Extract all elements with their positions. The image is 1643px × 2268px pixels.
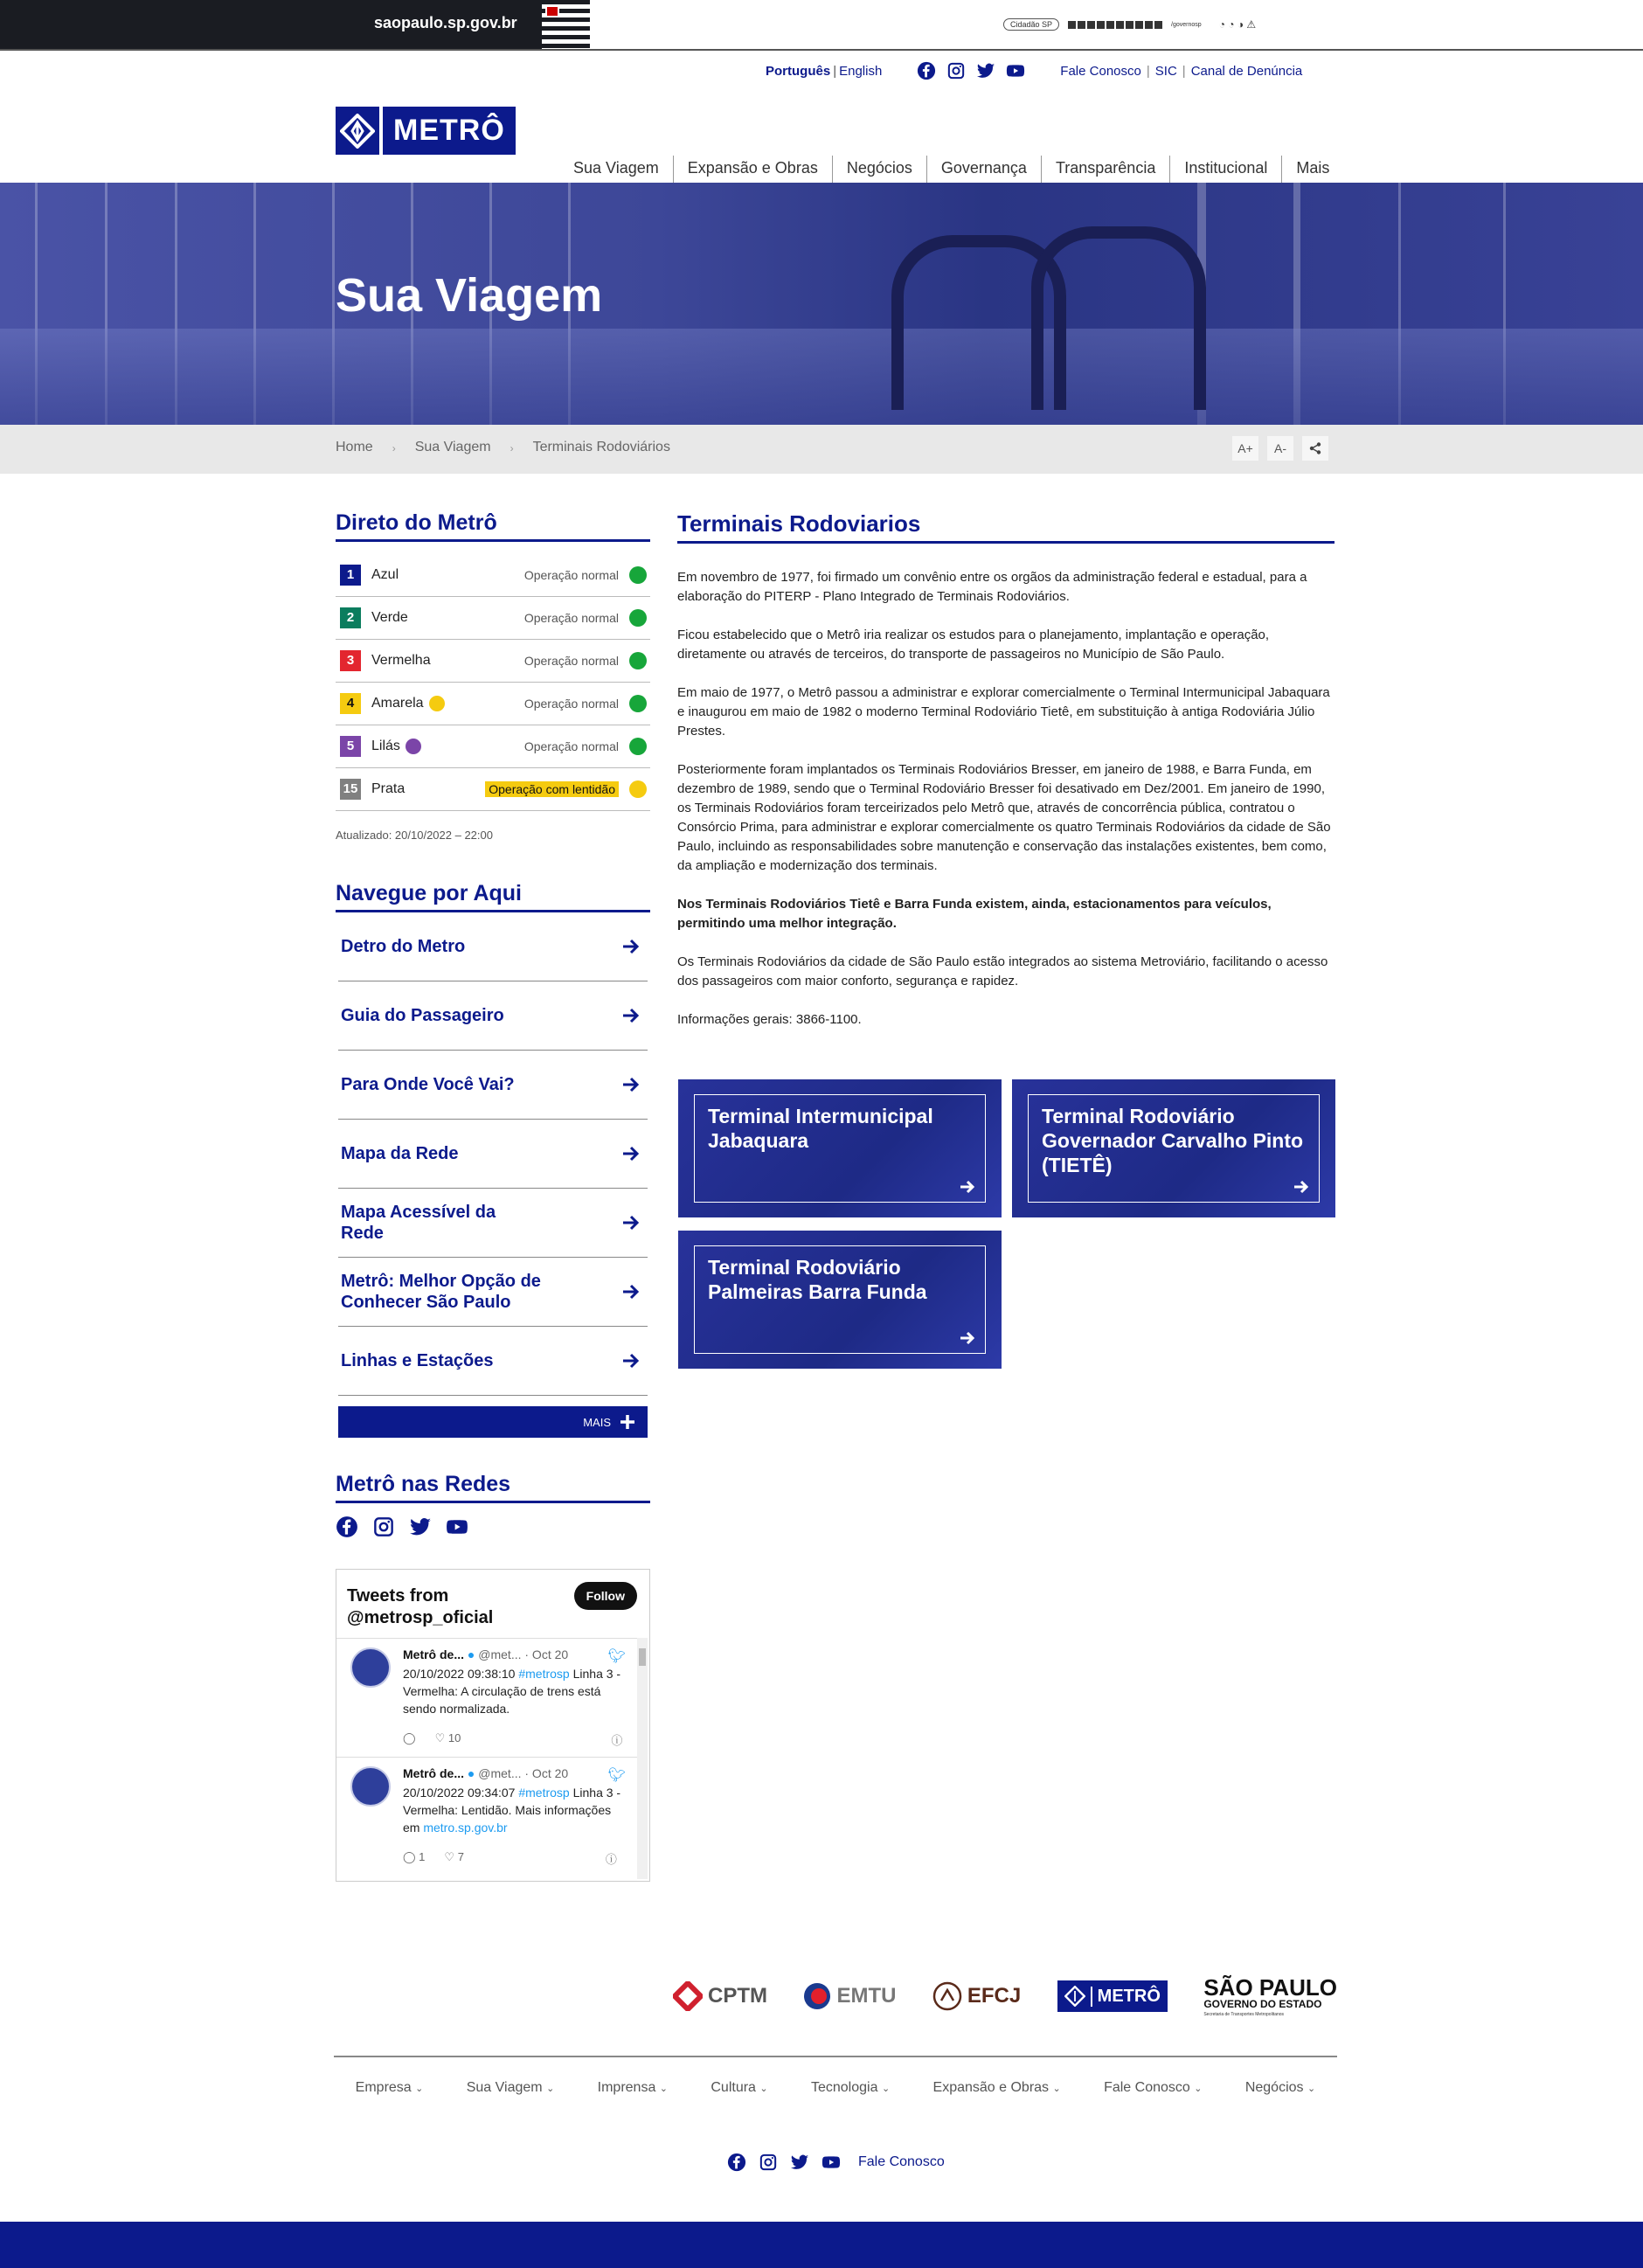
info-icon[interactable]: ⓘ [605, 1853, 617, 1866]
line-name: Azul [371, 567, 399, 582]
like-icon[interactable]: ♡ 10 [434, 1731, 461, 1744]
breadcrumb-current: Terminais Rodoviários [532, 440, 670, 454]
chevron-down-icon: ⌄ [415, 2084, 424, 2094]
card-terminal-jabaquara[interactable] [678, 1079, 1002, 1217]
line-status-text: Operação normal [523, 739, 619, 753]
twitter-icon[interactable] [409, 1515, 432, 1538]
facebook-icon[interactable] [336, 1515, 358, 1538]
arrow-right-icon [960, 1179, 975, 1195]
line-name: Vermelha [371, 653, 431, 668]
paragraph: Posteriormente foram implantados os Terminais Rodoviários Bresser, em janeiro de 1988, e Barra Funda, em dezembro de 1989, sendo que o Terminal Rodoviário Bresser foi desativado em Dez/2001. Em janeiro de 1990, os Terminais Rodoviários foram terceirizados pelo Metrô que, através de concorrência pública, contratou o Consórcio Prima, para administrar e explorar comercialmente os quatro Terminais Rodoviários da cidade de São Paulo, incluindo as responsabilidades sobre manutenção e conservação das instalações existentes, bem como, da ampliação e modernização dos terminais. [677, 762, 1331, 873]
footer-menu-item[interactable]: Tecnologia ⌄ [810, 2080, 891, 2095]
line-status-list [336, 554, 650, 811]
navegue-item-label: Mapa Acessível da Rede [341, 1203, 496, 1243]
line-info-icon[interactable] [429, 696, 445, 711]
info-icon[interactable]: ⓘ [611, 1734, 623, 1747]
line-name: Prata [371, 781, 406, 796]
paragraph: Os Terminais Rodoviários da cidade de São Paulo estão integrados ao sistema Metroviário, facilitando o acesso dos passageiros com maior conforto, segurança e rapidez. [677, 954, 1328, 988]
line-status-row[interactable] [336, 768, 650, 811]
breadcrumb-sua-viagem[interactable]: Sua Viagem [414, 440, 491, 454]
line-number-badge: 15 [340, 779, 361, 800]
status-dot [629, 695, 647, 712]
share-icon[interactable] [1302, 436, 1328, 461]
nav-mais[interactable]: Mais [1281, 156, 1343, 184]
plus-icon [620, 1414, 635, 1430]
follow-button[interactable]: Follow [574, 1582, 637, 1610]
footer-divider [334, 2056, 1337, 2057]
navegue-item-label: Detro do Metro [341, 937, 466, 956]
avatar [350, 1766, 391, 1807]
updated-timestamp: Atualizado: 20/10/2022 – 22:00 [336, 829, 493, 842]
metro-diamond-icon [336, 107, 383, 155]
tweets-header: Tweets from @metrosp_oficial [347, 1586, 494, 1627]
arrow-right-icon [960, 1330, 975, 1346]
cidadao-sp-button[interactable]: Cidadão SP [1003, 18, 1059, 31]
efcj-icon [932, 1981, 962, 2011]
youtube-icon[interactable] [446, 1515, 468, 1538]
nav-expansao-obras[interactable]: Expansão e Obras [673, 156, 832, 184]
arrow-right-icon [621, 937, 641, 956]
status-dot [629, 609, 647, 627]
mais-button[interactable] [338, 1406, 648, 1438]
metro-diamond-icon [1064, 1986, 1085, 2007]
footer-menu-item[interactable]: Expansão e Obras ⌄ [932, 2080, 1061, 2095]
chevron-down-icon: ⌄ [881, 2084, 891, 2094]
navegue-item-label: Metrô: Melhor Opção de Conhecer São Paulo [341, 1272, 541, 1312]
instagram-icon[interactable] [372, 1515, 395, 1538]
navegue-item[interactable] [338, 1258, 648, 1327]
direto-title: Direto do Metrô [336, 510, 650, 542]
tweet-meta: Metrô de... ● @met... · Oct 20 [403, 1647, 569, 1661]
line-status-row[interactable] [336, 554, 650, 597]
instagram-icon[interactable] [946, 61, 966, 80]
line-name: Verde [371, 610, 408, 625]
navegue-list [336, 912, 650, 1396]
line-status-row[interactable] [336, 725, 650, 768]
emtu-logo[interactable]: EMTU [803, 1982, 896, 2010]
chevron-down-icon: ⌄ [1052, 2084, 1061, 2094]
bottom-bar [0, 2222, 1643, 2268]
link-fale-conosco[interactable]: Fale Conosco [1060, 63, 1141, 79]
main-nav [559, 156, 1343, 184]
arrow-right-icon [621, 1282, 641, 1301]
footer-menu-item[interactable]: Empresa ⌄ [355, 2080, 424, 2095]
page-tools [1232, 436, 1328, 461]
navegue-item-label: Para Onde Você Vai? [341, 1075, 515, 1094]
paragraph: Em maio de 1977, o Metrô passou a administrar e explorar comercialmente o Terminal Intermunicipal Jabaquara e inaugurou em maio de 1982 o moderno Terminal Rodoviário Tietê, em substituição à antiga Rodoviária Júlio Prestes. [677, 685, 1330, 739]
link-canal-denuncia[interactable]: Canal de Denúncia [1190, 63, 1303, 79]
navegue-item[interactable] [338, 912, 648, 981]
breadcrumb-sep: › [392, 442, 396, 454]
metro-logo[interactable] [336, 107, 516, 155]
nav-institucional[interactable]: Institucional [1169, 156, 1281, 184]
paragraph-bold: Nos Terminais Rodoviários Tietê e Barra Funda existem, ainda, estacionamentos para veículos, permitindo uma melhor integração. [677, 897, 1272, 931]
gov-social-icons[interactable] [1068, 21, 1162, 29]
arrow-right-icon [621, 1351, 641, 1370]
cptm-icon [673, 1981, 703, 2011]
navegue-item[interactable] [338, 1051, 648, 1120]
chevron-down-icon: ⌄ [546, 2084, 555, 2094]
divider: | [1182, 63, 1186, 79]
navegue-item-label: Guia do Passageiro [341, 1006, 504, 1025]
navegue-item-label: Linhas e Estações [341, 1351, 494, 1370]
facebook-icon[interactable] [727, 2153, 746, 2172]
emtu-icon [803, 1982, 831, 2010]
font-increase-button[interactable]: A+ [1232, 436, 1258, 461]
twitter-bird-icon: 🐦︎ [607, 1768, 626, 1783]
redes-social-icons [336, 1515, 650, 1538]
line-number-badge: 4 [340, 693, 361, 714]
chevron-down-icon: ⌄ [759, 2084, 768, 2094]
tweet-body: 20/10/2022 09:34:07 #metrosp Linha 3 - Vermelha: Lentidão. Mais informações em metro.sp.gov.br [403, 1786, 621, 1835]
gov-bar-right [1003, 18, 1256, 31]
tweet-meta: Metrô de... ● @met... · Oct 20 [403, 1766, 569, 1780]
arrow-right-icon [1293, 1179, 1309, 1195]
line-status-text: Operação normal [523, 654, 619, 668]
tweet-body: 20/10/2022 09:38:10 #metrosp Linha 3 - Vermelha: A circulação de trens está sendo normalizada. [403, 1667, 621, 1716]
breadcrumb-sep: › [510, 442, 514, 454]
tweet-actions [403, 1850, 617, 1867]
font-decrease-button[interactable]: A- [1267, 436, 1293, 461]
status-dot [629, 566, 647, 584]
sp-flag-icon [542, 0, 590, 49]
header-social [917, 61, 1025, 80]
twitter-icon[interactable] [976, 61, 995, 80]
navegue-item[interactable] [338, 1120, 648, 1189]
metro-nas-redes [336, 1472, 650, 1538]
reply-icon[interactable]: ◯ 1 [403, 1850, 426, 1863]
arrow-right-icon [621, 1213, 641, 1232]
breadcrumb-bar [0, 425, 1643, 474]
hero-banner [0, 183, 1643, 425]
gov-site-link[interactable]: saopaulo.sp.gov.br [374, 14, 517, 31]
divider: | [1146, 63, 1150, 79]
card-terminal-barra-funda[interactable] [678, 1231, 1002, 1369]
card-title: Terminal Rodoviário Governador Carvalho Pinto (TIETÊ) [1042, 1105, 1304, 1176]
sp-government-logo[interactable]: SÃO PAULO GOVERNO DO ESTADO Secretaria de Transportes Metropolitanos [1203, 1973, 1337, 2017]
line-status-text: Operação com lentidão [485, 781, 619, 797]
main-content [677, 510, 1335, 1030]
logo-text: METRÔ [393, 114, 505, 147]
nav-negocios[interactable]: Negócios [832, 156, 926, 184]
twitter-timeline[interactable] [336, 1569, 650, 1882]
paragraph: Ficou estabelecido que o Metrô iria realizar os estudos para o planejamento, implantação e operação, diretamente ou através de terceiros, do transporte de passageiros no Município de São Paulo. [677, 628, 1270, 662]
navegue-por-aqui [336, 881, 650, 1438]
status-dot [629, 652, 647, 669]
line-status-text: Operação normal [523, 611, 619, 625]
status-dot [629, 738, 647, 755]
link-sic[interactable]: SIC [1154, 63, 1177, 79]
card-title: Terminal Rodoviário Palmeiras Barra Funda [708, 1256, 927, 1303]
avatar [350, 1647, 391, 1688]
twitter-icon[interactable] [790, 2153, 809, 2172]
footer-social [727, 2153, 945, 2172]
nav-governanca[interactable]: Governança [926, 156, 1041, 184]
footer-menu-item[interactable]: Fale Conosco ⌄ [1104, 2080, 1203, 2095]
youtube-icon[interactable] [1006, 61, 1025, 80]
chevron-down-icon: ⌄ [659, 2084, 669, 2094]
accessibility-icons[interactable]: ◔ ◔ ◑ ⚠ [1218, 18, 1257, 31]
tweet-actions [403, 1731, 622, 1748]
youtube-icon[interactable] [822, 2153, 841, 2172]
top-nav [766, 61, 1302, 80]
line-name: Lilás [371, 739, 524, 754]
line-status-text: Operação normal [523, 568, 619, 582]
instagram-icon[interactable] [759, 2153, 778, 2172]
line-name: Amarela [371, 696, 524, 711]
nav-sua-viagem[interactable]: Sua Viagem [573, 159, 659, 177]
footer-fale-conosco[interactable]: Fale Conosco [858, 2154, 945, 2169]
mais-label: MAIS [583, 1415, 611, 1429]
footer-menu-item[interactable]: Negócios ⌄ [1244, 2080, 1316, 2095]
lang-portugues[interactable]: Português [766, 63, 831, 79]
arrow-right-icon [621, 1006, 641, 1025]
line-status-row[interactable] [336, 640, 650, 683]
reply-icon[interactable]: ◯ [403, 1731, 416, 1744]
breadcrumb-home[interactable]: Home [336, 440, 373, 454]
nav-transparencia[interactable]: Transparência [1041, 156, 1169, 184]
line-number-badge: 3 [340, 650, 361, 671]
chevron-down-icon: ⌄ [1307, 2084, 1316, 2094]
line-number-badge: 1 [340, 565, 361, 586]
gov-handle: /governosp [1171, 21, 1202, 28]
footer-menu-item[interactable]: Cultura ⌄ [711, 2080, 768, 2095]
tweet[interactable] [336, 1757, 638, 1879]
tweets-scrollbar[interactable] [637, 1638, 648, 1879]
line-info-icon[interactable] [406, 739, 421, 754]
facebook-icon[interactable] [917, 61, 936, 80]
tweet[interactable] [336, 1638, 638, 1757]
efcj-logo[interactable]: EFCJ [932, 1981, 1021, 2011]
chevron-down-icon: ⌄ [1194, 2084, 1203, 2094]
status-dot [629, 780, 647, 798]
lang-english[interactable]: English [839, 63, 883, 79]
paragraph: Informações gerais: 3866-1100. [677, 1012, 862, 1027]
cptm-logo[interactable]: CPTM [673, 1981, 767, 2011]
paragraph: Em novembro de 1977, foi firmado um convênio entre os orgãos da administração federal e estadual, para a elaboração do PITERP - Plano Integrado de Terminais Rodoviários. [677, 570, 1307, 604]
footer-menu-item[interactable]: Imprensa ⌄ [597, 2080, 669, 2095]
metro-partner-logo[interactable]: METRÔ [1057, 1980, 1168, 2012]
page-title: Terminais Rodoviarios [677, 510, 1335, 544]
line-status-text: Operação normal [523, 697, 619, 711]
navegue-item[interactable] [338, 981, 648, 1051]
arrow-right-icon [621, 1075, 641, 1094]
partner-logos [673, 1961, 1337, 2031]
footer-menu [334, 2080, 1337, 2096]
navegue-item[interactable] [338, 1189, 648, 1258]
navegue-item[interactable] [338, 1327, 648, 1396]
gov-top-bar [0, 0, 1643, 51]
footer-menu-item[interactable]: Sua Viagem ⌄ [466, 2080, 555, 2095]
redes-title: Metrô nas Redes [336, 1472, 650, 1503]
line-number-badge: 2 [340, 607, 361, 628]
card-terminal-tiete[interactable] [1012, 1079, 1335, 1217]
twitter-bird-icon: 🐦︎ [607, 1649, 626, 1664]
lang-sep: | [833, 63, 837, 79]
arrow-right-icon [621, 1144, 641, 1163]
card-title: Terminal Intermunicipal Jabaquara [708, 1105, 933, 1152]
direto-do-metro [336, 510, 650, 842]
navegue-item-label: Mapa da Rede [341, 1144, 459, 1163]
gov-bar-dark [0, 0, 590, 49]
breadcrumb [336, 440, 670, 455]
hero-title: Sua Viagem [336, 269, 603, 322]
like-icon[interactable]: ♡ 7 [444, 1850, 464, 1863]
line-status-row[interactable] [336, 597, 650, 640]
navegue-title: Navegue por Aqui [336, 881, 650, 912]
line-number-badge: 5 [340, 736, 361, 757]
line-status-row[interactable] [336, 683, 650, 725]
